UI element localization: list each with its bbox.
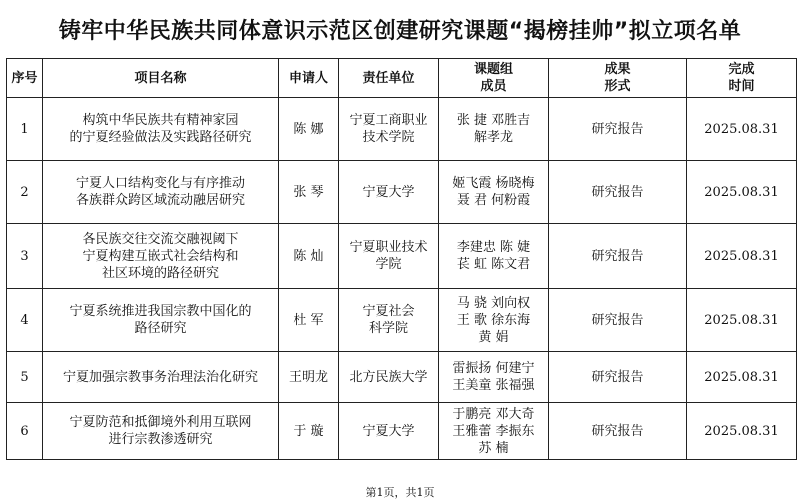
cell-date: 2025.08.31 — [687, 224, 797, 289]
cell-result: 研究报告 — [549, 289, 687, 352]
cell-members: 张 捷 邓胜吉 解孝龙 — [439, 98, 549, 161]
cell-members: 雷振扬 何建宁 王美童 张福强 — [439, 352, 549, 403]
cell-unit: 北方民族大学 — [339, 352, 439, 403]
header-no: 序号 — [7, 59, 43, 98]
project-table — [6, 58, 797, 460]
cell-members: 于鹏亮 邓大奇 王雅蕾 李振东 苏 楠 — [439, 403, 549, 460]
document-title: 铸牢中华民族共同体意识示范区创建研究课题“揭榜挂帅”拟立项名单 — [58, 19, 742, 44]
cell-unit: 宁夏大学 — [339, 403, 439, 460]
table-row — [7, 98, 797, 161]
cell-applicant: 杜 军 — [279, 289, 339, 352]
cell-unit: 宁夏大学 — [339, 161, 439, 224]
cell-result: 研究报告 — [549, 161, 687, 224]
cell-no: 5 — [7, 352, 43, 403]
cell-applicant: 陈 娜 — [279, 98, 339, 161]
cell-unit: 宁夏社会 科学院 — [339, 289, 439, 352]
cell-name: 宁夏防范和抵御境外利用互联网 进行宗教渗透研究 — [43, 403, 279, 460]
header-applicant: 申请人 — [279, 59, 339, 98]
cell-name: 宁夏系统推进我国宗教中国化的 路径研究 — [43, 289, 279, 352]
cell-applicant: 于 璇 — [279, 403, 339, 460]
cell-date: 2025.08.31 — [687, 403, 797, 460]
cell-no: 1 — [7, 98, 43, 161]
cell-result: 研究报告 — [549, 224, 687, 289]
cell-result: 研究报告 — [549, 352, 687, 403]
cell-name: 宁夏加强宗教事务治理法治化研究 — [43, 352, 279, 403]
cell-no: 2 — [7, 161, 43, 224]
cell-applicant: 张 琴 — [279, 161, 339, 224]
table-row — [7, 352, 797, 403]
cell-date: 2025.08.31 — [687, 289, 797, 352]
table-row — [7, 289, 797, 352]
cell-unit: 宁夏工商职业 技术学院 — [339, 98, 439, 161]
cell-applicant: 王明龙 — [279, 352, 339, 403]
cell-no: 4 — [7, 289, 43, 352]
cell-result: 研究报告 — [549, 98, 687, 161]
cell-name: 各民族交往交流交融视阈下 宁夏构建互嵌式社会结构和 社区环境的路径研究 — [43, 224, 279, 289]
header-result: 成果 形式 — [549, 59, 687, 98]
cell-result: 研究报告 — [549, 403, 687, 460]
cell-unit: 宁夏职业技术 学院 — [339, 224, 439, 289]
cell-date: 2025.08.31 — [687, 161, 797, 224]
table-row — [7, 403, 797, 460]
table-row — [7, 161, 797, 224]
cell-date: 2025.08.31 — [687, 98, 797, 161]
header-members: 课题组 成员 — [439, 59, 549, 98]
cell-date: 2025.08.31 — [687, 352, 797, 403]
header-row — [7, 59, 797, 98]
page-footer: 第1页，共1页 — [365, 486, 435, 499]
cell-no: 6 — [7, 403, 43, 460]
cell-no: 3 — [7, 224, 43, 289]
cell-name: 构筑中华民族共有精神家园 的宁夏经验做法及实践路径研究 — [43, 98, 279, 161]
header-name: 项目名称 — [43, 59, 279, 98]
cell-members: 姬飞霞 杨晓梅 聂 君 何粉霞 — [439, 161, 549, 224]
cell-name: 宁夏人口结构变化与有序推动 各族群众跨区域流动融居研究 — [43, 161, 279, 224]
cell-applicant: 陈 灿 — [279, 224, 339, 289]
table-row — [7, 224, 797, 289]
header-unit: 责任单位 — [339, 59, 439, 98]
cell-members: 马 骁 刘向权 王 歌 徐东海 黄 娟 — [439, 289, 549, 352]
cell-members: 李建忠 陈 婕 苌 虹 陈文君 — [439, 224, 549, 289]
header-date: 完成 时间 — [687, 59, 797, 98]
